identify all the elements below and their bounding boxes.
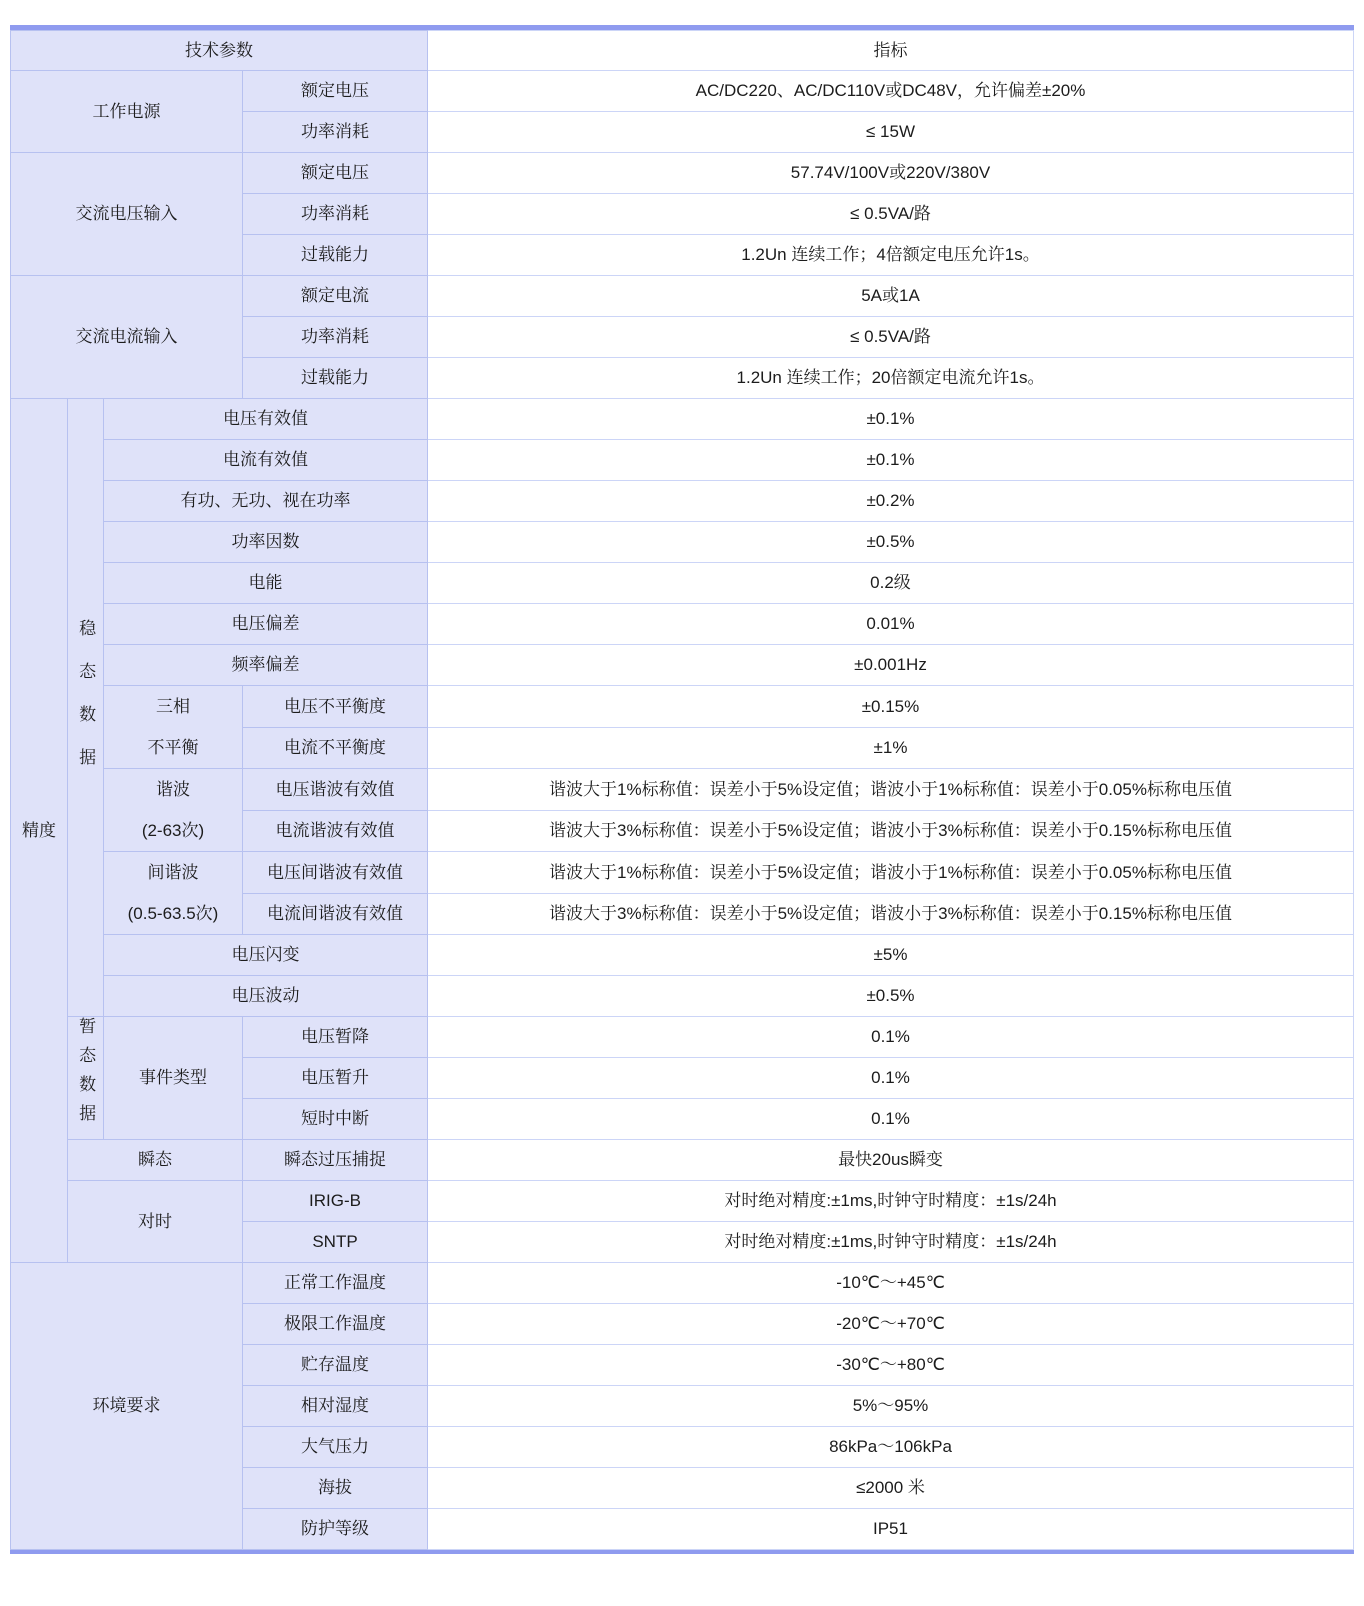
param-label: 电流有效值 xyxy=(104,440,428,481)
table-row xyxy=(11,645,1354,686)
transient-state-label xyxy=(68,1017,104,1140)
value-cell: ±0.5% xyxy=(428,976,1354,1017)
table-row xyxy=(11,935,1354,976)
value-cell: IP51 xyxy=(428,1509,1354,1550)
interharmonics-label xyxy=(104,852,243,935)
value-cell: ±0.001Hz xyxy=(428,645,1354,686)
value-cell: ≤ 0.5VA/路 xyxy=(428,317,1354,358)
section-label-environment: 环境要求 xyxy=(11,1263,243,1550)
param-label: 功率消耗 xyxy=(243,112,428,153)
param-label: IRIG-B xyxy=(243,1181,428,1222)
spec-page xyxy=(0,25,1364,1554)
param-label: 电流谐波有效值 xyxy=(243,810,428,852)
table-row xyxy=(11,769,1354,811)
unbalance-label-line2: 不平衡 xyxy=(147,738,199,757)
harmonics-label-line1: 谐波 xyxy=(156,780,190,799)
table-row xyxy=(11,71,1354,112)
value-cell: 1.2Un 连续工作；20倍额定电流允许1s。 xyxy=(428,358,1354,399)
value-cell: ±0.1% xyxy=(428,440,1354,481)
value-cell: ≤ 0.5VA/路 xyxy=(428,194,1354,235)
param-label: 有功、无功、视在功率 xyxy=(104,481,428,522)
value-cell: AC/DC220、AC/DC110V或DC48V，允许偏差±20% xyxy=(428,71,1354,112)
unbalance-label xyxy=(104,686,243,769)
table-row xyxy=(11,1017,1354,1058)
param-label: 电压谐波有效值 xyxy=(243,769,428,811)
value-cell: 86kPa～106kPa xyxy=(428,1427,1354,1468)
value-cell: 0.1% xyxy=(428,1017,1354,1058)
param-label: 电流间谐波有效值 xyxy=(243,893,428,935)
interharmonics-label-line2: (0.5-63.5次) xyxy=(127,904,219,923)
transient-state-label-text: 暂态数据 xyxy=(76,1017,96,1134)
value-cell: ±0.1% xyxy=(428,399,1354,440)
param-label: 大气压力 xyxy=(243,1427,428,1468)
param-label: 过载能力 xyxy=(243,358,428,399)
section-label-accuracy: 精度 xyxy=(11,399,68,1263)
param-label: 贮存温度 xyxy=(243,1345,428,1386)
value-cell: 对时绝对精度:±1ms,时钟守时精度：±1s/24h xyxy=(428,1181,1354,1222)
table-row xyxy=(11,440,1354,481)
param-label: 频率偏差 xyxy=(104,645,428,686)
table-row xyxy=(11,604,1354,645)
param-label: SNTP xyxy=(243,1222,428,1263)
value-cell: 谐波大于3%标称值：误差小于5%设定值；谐波小于3%标称值：误差小于0.15%标称电压值 xyxy=(428,893,1354,935)
harmonics-label-line2: (2-63次) xyxy=(141,821,205,840)
value-cell: 最快20us瞬变 xyxy=(428,1140,1354,1181)
value-cell: ±0.15% xyxy=(428,686,1354,728)
harmonics-label xyxy=(104,769,243,852)
param-label: 电压暂降 xyxy=(243,1017,428,1058)
table-row xyxy=(11,976,1354,1017)
value-cell: 5A或1A xyxy=(428,276,1354,317)
interharmonics-label-line1: 间谐波 xyxy=(147,863,199,882)
header-tech-params: 技术参数 xyxy=(11,31,428,71)
param-label: 功率消耗 xyxy=(243,194,428,235)
value-cell: ±0.5% xyxy=(428,522,1354,563)
table-row xyxy=(11,1263,1354,1304)
param-label: 电压闪变 xyxy=(104,935,428,976)
value-cell: ≤2000 米 xyxy=(428,1468,1354,1509)
table-row xyxy=(11,1140,1354,1181)
table-row xyxy=(11,852,1354,894)
time-sync-label: 对时 xyxy=(68,1181,243,1263)
param-label: 电压有效值 xyxy=(104,399,428,440)
value-cell: 谐波大于1%标称值：误差小于5%设定值；谐波小于1%标称值：误差小于0.05%标称电压值 xyxy=(428,769,1354,811)
value-cell: ±0.2% xyxy=(428,481,1354,522)
param-label: 防护等级 xyxy=(243,1509,428,1550)
table-row xyxy=(11,1181,1354,1222)
table-row xyxy=(11,399,1354,440)
value-cell: 0.1% xyxy=(428,1058,1354,1099)
param-label: 功率消耗 xyxy=(243,317,428,358)
value-cell: 谐波大于1%标称值：误差小于5%设定值；谐波小于1%标称值：误差小于0.05%标称电压值 xyxy=(428,852,1354,894)
value-cell: -30℃～+80℃ xyxy=(428,1345,1354,1386)
event-type-label: 事件类型 xyxy=(104,1017,243,1140)
param-label: 额定电压 xyxy=(243,71,428,112)
value-cell: 0.2级 xyxy=(428,563,1354,604)
spec-table-wrapper xyxy=(10,25,1354,1554)
value-cell: -20℃～+70℃ xyxy=(428,1304,1354,1345)
param-label: 电压波动 xyxy=(104,976,428,1017)
param-label: 极限工作温度 xyxy=(243,1304,428,1345)
param-label: 电压间谐波有效值 xyxy=(243,852,428,894)
transient-label: 瞬态 xyxy=(68,1140,243,1181)
param-label: 海拔 xyxy=(243,1468,428,1509)
header-row xyxy=(11,31,1354,71)
param-label: 短时中断 xyxy=(243,1099,428,1140)
value-cell: -10℃～+45℃ xyxy=(428,1263,1354,1304)
unbalance-label-line1: 三相 xyxy=(156,697,190,716)
table-row xyxy=(11,522,1354,563)
param-label: 正常工作温度 xyxy=(243,1263,428,1304)
steady-state-label xyxy=(68,399,104,1017)
param-label: 电能 xyxy=(104,563,428,604)
param-label: 电压偏差 xyxy=(104,604,428,645)
value-cell: 谐波大于3%标称值：误差小于5%设定值；谐波小于3%标称值：误差小于0.15%标称电压值 xyxy=(428,810,1354,852)
param-label: 相对湿度 xyxy=(243,1386,428,1427)
param-label: 电压暂升 xyxy=(243,1058,428,1099)
value-cell: ±5% xyxy=(428,935,1354,976)
value-cell: 对时绝对精度:±1ms,时钟守时精度：±1s/24h xyxy=(428,1222,1354,1263)
value-cell: 5%～95% xyxy=(428,1386,1354,1427)
value-cell: 0.1% xyxy=(428,1099,1354,1140)
table-row xyxy=(11,153,1354,194)
value-cell: ±1% xyxy=(428,727,1354,769)
value-cell: 1.2Un 连续工作；4倍额定电压允许1s。 xyxy=(428,235,1354,276)
table-row xyxy=(11,276,1354,317)
param-label: 过载能力 xyxy=(243,235,428,276)
param-label: 瞬态过压捕捉 xyxy=(243,1140,428,1181)
param-label: 功率因数 xyxy=(104,522,428,563)
section-label-ac-current-input: 交流电流输入 xyxy=(11,276,243,399)
section-label-working-power: 工作电源 xyxy=(11,71,243,153)
param-label: 电压不平衡度 xyxy=(243,686,428,728)
spec-table xyxy=(10,30,1354,1550)
value-cell: ≤ 15W xyxy=(428,112,1354,153)
value-cell: 57.74V/100V或220V/380V xyxy=(428,153,1354,194)
section-label-ac-voltage-input: 交流电压输入 xyxy=(11,153,243,276)
table-row xyxy=(11,686,1354,728)
table-row xyxy=(11,563,1354,604)
param-label: 额定电流 xyxy=(243,276,428,317)
header-indicator: 指标 xyxy=(428,31,1354,71)
steady-state-label-text: 稳态数据 xyxy=(76,618,96,791)
table-row xyxy=(11,481,1354,522)
param-label: 电流不平衡度 xyxy=(243,727,428,769)
value-cell: 0.01% xyxy=(428,604,1354,645)
param-label: 额定电压 xyxy=(243,153,428,194)
